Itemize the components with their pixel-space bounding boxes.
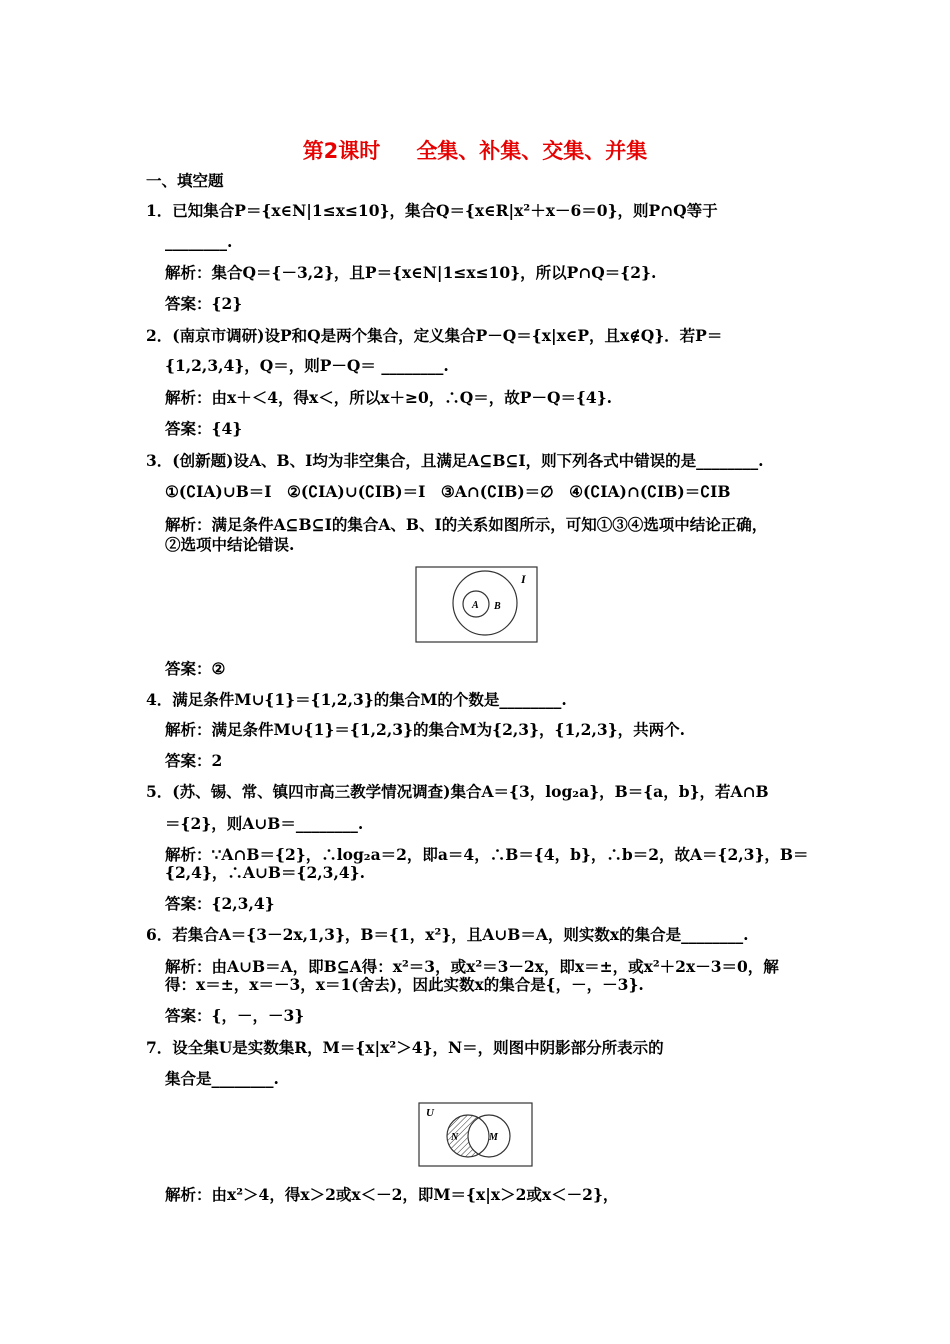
q2-stem-cont: {1,2,3,4}，Q＝，则P－Q＝ ________. xyxy=(165,356,449,375)
label-n: N xyxy=(451,1132,459,1143)
label-b: B xyxy=(494,601,501,612)
q4-analysis: 解析：满足条件M∪{1}＝{1,2,3}的集合M为{2,3}，{1,2,3}，共两个. xyxy=(165,720,686,739)
q3-analysis-cont: ②选项中结论错误. xyxy=(165,535,295,554)
q7-analysis: 解析：由x²＞4，得x＞2或x＜－2，即M＝{x|x＞2或x＜－2}， xyxy=(165,1185,619,1204)
section-heading: 一、填空题 xyxy=(146,172,224,190)
q1-stem: 1．已知集合P＝{x∈N|1≤x≤10}，集合Q＝{x∈R|x²＋x－6＝0}，则P∩Q等于 xyxy=(146,201,718,220)
q4-stem: 4．满足条件M∪{1}＝{1,2,3}的集合M的个数是________. xyxy=(146,690,567,709)
q1-blank: ________. xyxy=(165,232,233,251)
q2-analysis: 解析：由x＋＜4，得x＜，所以x＋≥0，∴Q＝，故P－Q＝{4}. xyxy=(165,388,613,407)
q3-answer: 答案：② xyxy=(165,659,226,678)
q2-answer: 答案：{4} xyxy=(165,419,243,438)
q3-options: ①(∁IA)∪B＝I ②(∁IA)∪(∁IB)＝I ③A∩(∁IB)＝∅ ④(∁IA)∩(∁IB)＝∁IB xyxy=(165,482,731,501)
q6-answer: 答案：{，－，－3} xyxy=(165,1006,305,1025)
q5-analysis-cont: {2,4}，∴A∪B＝{2,3,4}. xyxy=(165,863,365,882)
title-topic: 全集、补集、交集、并集 xyxy=(416,139,648,163)
q1-analysis: 解析：集合Q＝{－3,2}，且P＝{x∈N|1≤x≤10}，所以P∩Q＝{2}. xyxy=(165,263,657,282)
q5-analysis: 解析：∵A∩B＝{2}，∴log₂a＝2，即a＝4，∴B＝{4，b}，∴b＝2，故A＝{2,3}，B＝ xyxy=(165,845,809,864)
page-title xyxy=(0,135,950,165)
label-i: I xyxy=(521,572,526,586)
q2-stem: 2．(南京市调研)设P和Q是两个集合，定义集合P－Q＝{x|x∈P，且x∉Q}．若P＝ xyxy=(146,326,723,345)
q6-analysis-cont: 得：x＝±，x＝－3，x＝1(舍去)，因此实数x的集合是{，－，－3}. xyxy=(165,975,644,994)
title-lesson: 第2课时 xyxy=(302,139,381,163)
q7-stem: 7．设全集U是实数集R，M＝{x|x²＞4}，N＝，则图中阴影部分所表示的 xyxy=(146,1038,664,1057)
q5-stem-cont: ＝{2}，则A∪B＝________. xyxy=(165,814,364,833)
label-a: A xyxy=(472,600,479,611)
q3-stem: 3．(创新题)设A、B、I均为非空集合，且满足A⊆B⊆I，则下列各式中错误的是________. xyxy=(146,451,764,470)
venn-diagram-unm xyxy=(418,1102,534,1168)
q4-answer: 答案：2 xyxy=(165,751,223,770)
q5-stem: 5．(苏、锡、常、镇四市高三教学情况调查)集合A＝{3，log₂a}，B＝{a，b}，若A∩B xyxy=(146,782,769,801)
label-m: M xyxy=(489,1132,498,1143)
label-u: U xyxy=(426,1107,434,1119)
q6-stem: 6．若集合A＝{3－2x,1,3}，B＝{1，x²}，且A∪B＝A，则实数x的集合是________. xyxy=(146,925,749,944)
q1-answer: 答案：{2} xyxy=(165,294,243,313)
q6-analysis: 解析：由A∪B＝A，即B⊆A得：x²＝3，或x²＝3－2x，即x＝±，或x²＋2x－3＝0，解 xyxy=(165,957,779,976)
q7-stem-cont: 集合是________. xyxy=(165,1069,279,1088)
q3-analysis: 解析：满足条件A⊆B⊆I的集合A、B、I的关系如图所示，可知①③④选项中结论正确， xyxy=(165,515,768,534)
venn-diagram-abi xyxy=(415,566,539,644)
q5-answer: 答案：{2,3,4} xyxy=(165,894,275,913)
